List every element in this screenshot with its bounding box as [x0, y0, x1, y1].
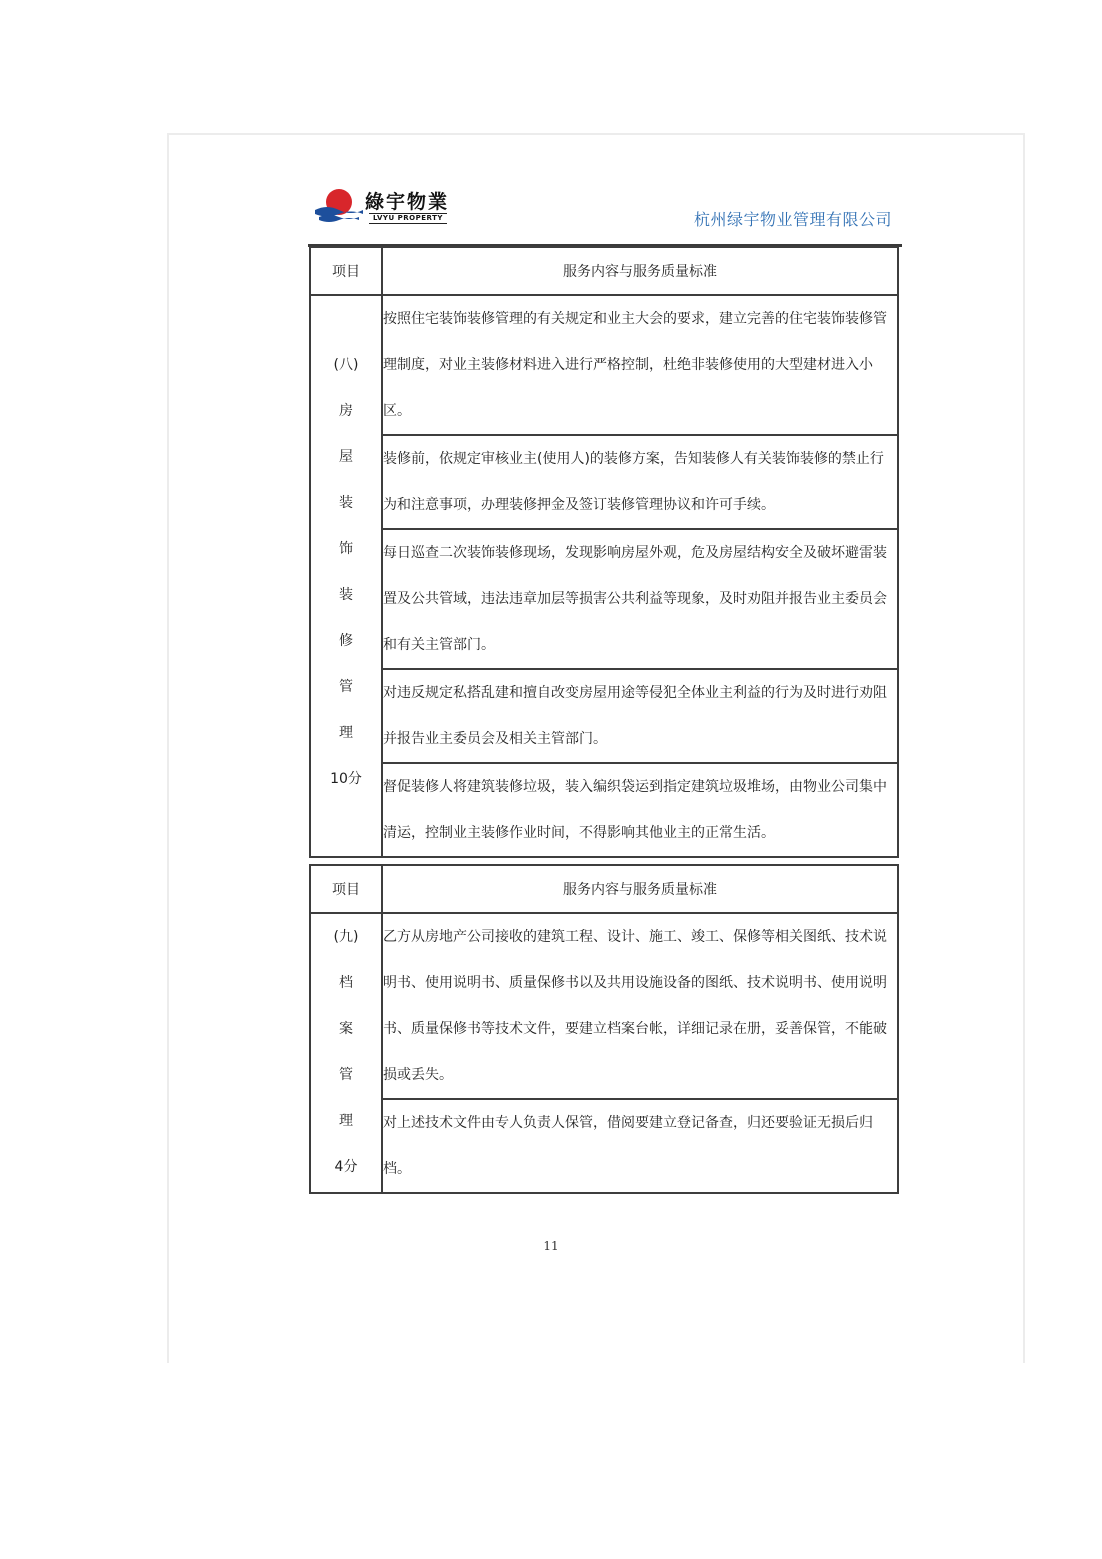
- category-char: 10分: [330, 771, 362, 787]
- content-cell: 按照住宅装饰装修管理的有关规定和业主大会的要求，建立完善的住宅装饰装修管理制度，对业主装修材料进入进行严格控制，杜绝非装修使用的大型建材进入小区。: [382, 295, 898, 435]
- table-header-row: [310, 247, 898, 295]
- category-char: 档: [339, 975, 353, 991]
- category-char: 理: [339, 1113, 353, 1129]
- category-char: 装: [339, 495, 353, 511]
- column-header-content: 服务内容与服务质量标准: [382, 247, 898, 295]
- table-row: [310, 669, 898, 763]
- category-char: 管: [339, 679, 353, 695]
- content-cell: 装修前，依规定审核业主(使用人)的装修方案，告知装修人有关装饰装修的禁止行为和注意事项，办理装修押金及签订装修管理协议和许可手续。: [382, 435, 898, 529]
- column-header-item: 项目: [310, 247, 382, 295]
- content-cell: 乙方从房地产公司接收的建筑工程、设计、施工、竣工、保修等相关图纸、技术说明书、使用说明书、质量保修书以及共用设施设备的图纸、技术说明书、使用说明书、质量保修书等技术文件，要建立档案台帐，详细记录在册，妥善保管，不能破损或丢失。: [382, 913, 898, 1099]
- company-name: 杭州绿宇物业管理有限公司: [693, 210, 892, 229]
- table-row: [310, 529, 898, 669]
- logo-chinese-name: 綠宇物業: [365, 191, 450, 213]
- service-table-archives: [309, 864, 899, 1194]
- table-row: [310, 1099, 898, 1193]
- content-cell: 每日巡查二次装饰装修现场，发现影响房屋外观，危及房屋结构安全及破坏避雷装置及公共管域，违法违章加层等损害公共利益等现象，及时劝阻并报告业主委员会和有关主管部门。: [382, 529, 898, 669]
- logo-sun-wave-icon: [313, 186, 363, 226]
- category-cell-decoration: [310, 295, 382, 857]
- content-cell: 对上述技术文件由专人负责人保管，借阅要建立登记备查，归还要验证无损后归档。: [382, 1099, 898, 1193]
- company-logo: [313, 186, 463, 230]
- category-char: 装: [339, 587, 353, 603]
- table-row: [310, 913, 898, 1099]
- content-cell: 督促装修人将建筑装修垃圾，装入编织袋运到指定建筑垃圾堆场，由物业公司集中清运，控制业主装修作业时间，不得影响其他业主的正常生活。: [382, 763, 898, 857]
- table-row: [310, 435, 898, 529]
- table-row: [310, 295, 898, 435]
- table-row: [310, 763, 898, 857]
- category-cell-archives: [310, 913, 382, 1193]
- category-char: 房: [339, 403, 353, 419]
- page-number: 11: [543, 1239, 559, 1253]
- category-char: 4分: [334, 1159, 358, 1175]
- content-cell: 对违反规定私搭乱建和擅自改变房屋用途等侵犯全体业主利益的行为及时进行劝阻并报告业主委员会及相关主管部门。: [382, 669, 898, 763]
- category-char: 屋: [339, 449, 353, 465]
- category-char: (九): [333, 929, 359, 945]
- category-char: 理: [339, 725, 353, 741]
- column-header-content: 服务内容与服务质量标准: [382, 865, 898, 913]
- category-char: 管: [339, 1067, 353, 1083]
- category-char: 修: [339, 633, 353, 649]
- column-header-item: 项目: [310, 865, 382, 913]
- category-char: 案: [339, 1021, 353, 1037]
- category-char: (八): [333, 357, 359, 373]
- service-table-decoration: [309, 246, 899, 858]
- table-header-row: [310, 865, 898, 913]
- logo-english-name: LVYU PROPERTY: [369, 213, 447, 224]
- category-char: 饰: [339, 541, 353, 557]
